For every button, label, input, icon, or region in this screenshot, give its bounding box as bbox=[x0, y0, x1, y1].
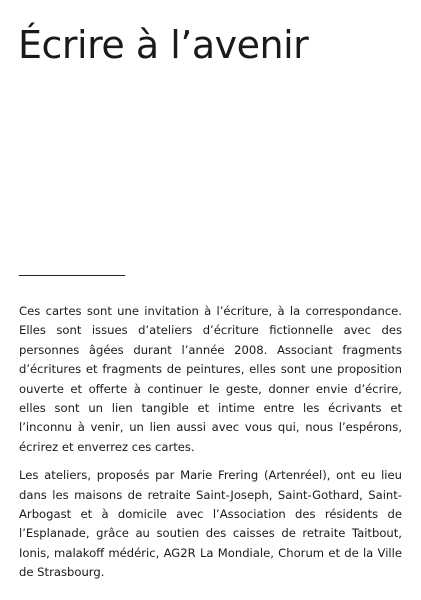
separator-rule bbox=[19, 275, 125, 276]
paragraph-intro: Ces cartes sont une invitation à l’écriture, à la correspondance. Elles sont issues d’ateliers d’écriture fictionnelle avec des personnes âgées durant l’année 2008. Associant fragments d’écritures et fragments de peintures, elles sont une proposition ouverte et offerte à continuer le geste, donner envie d’écrire, elles sont un lien tangible et intime entre les écrivants et l’inconnu à venir, un lien aussi avec vous qui, nous l’espérons, écrirez et enverrez ces cartes. bbox=[19, 304, 402, 454]
page-title: Écrire à l’avenir bbox=[18, 23, 309, 67]
body-text bbox=[19, 302, 402, 592]
paragraph-credits: Les ateliers, proposés par Marie Frering (Artenréel), ont eu lieu dans les maisons de retraite Saint-Joseph, Saint-Gothard, Saint-Arbogast et à domicile avec l’Association des résidents de l’Esplanade, grâce au soutien des caisses de retraite Taitbout, Ionis, malakoff médéric, AG2R La Mondiale, Chorum et de la Ville de Strasbourg. bbox=[19, 468, 402, 580]
